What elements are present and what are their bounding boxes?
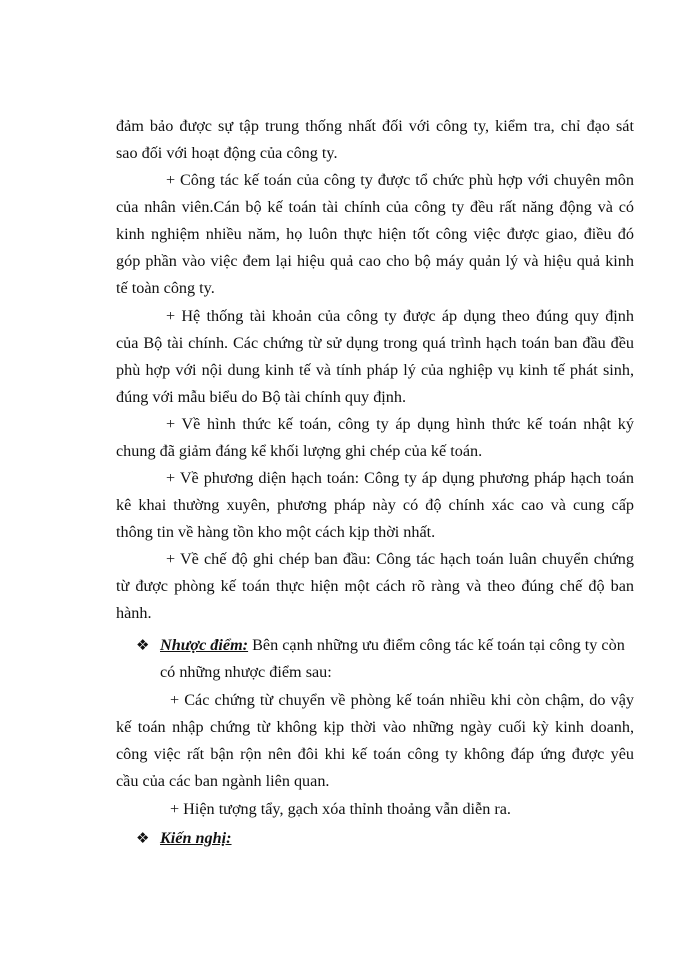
text-line: + Về hình thức kế toán, công ty áp dụng hình thức kế toán nhật ký bbox=[166, 415, 634, 433]
text-line: có những nhược điểm sau: bbox=[160, 663, 332, 681]
section-heading: Kiến nghị: bbox=[160, 829, 232, 847]
text-line: phù hợp với nội dung kinh tế và tính pháp lý của nghiệp vụ kinh tế phát sinh, bbox=[116, 361, 634, 379]
text-line: + Về phương diện hạch toán: Công ty áp dụng phương pháp hạch toán bbox=[166, 469, 634, 487]
text-line: + Hiện tượng tẩy, gạch xóa thỉnh thoảng vẫn diễn ra. bbox=[170, 800, 511, 818]
text-line: góp phần vào việc đem lại hiệu quả cao cho bộ máy quản lý và hiệu quả kinh bbox=[116, 252, 634, 270]
text-line: kê khai thường xuyên, phương pháp này có độ chính xác cao và cung cấp bbox=[116, 496, 634, 514]
text-line: sao đối với hoạt động của công ty. bbox=[116, 144, 338, 162]
weakness-section bbox=[136, 635, 634, 655]
text-line: + Các chứng từ chuyển về phòng kế toán nhiều khi còn chậm, do vậy bbox=[170, 691, 634, 709]
text-line: của Bộ tài chính. Các chứng từ sử dụng trong quá trình hạch toán ban đầu đều bbox=[116, 334, 634, 352]
text-line: + Công tác kế toán của công ty được tổ chức phù hợp với chuyên môn bbox=[166, 171, 634, 189]
text-line: đảm bảo được sự tập trung thống nhất đối với công ty, kiểm tra, chỉ đạo sát bbox=[116, 117, 634, 135]
text-line: tế toàn công ty. bbox=[116, 279, 215, 297]
text-line: đúng với mẫu biểu do Bộ tài chính quy định. bbox=[116, 388, 407, 406]
section-text: Bên cạnh những ưu điểm công tác kế toán tại công ty còn bbox=[248, 636, 625, 654]
diamond-bullet-icon: ❖ bbox=[136, 636, 150, 654]
text-line: cầu của các ban ngành liên quan. bbox=[116, 772, 330, 790]
recommendation-section bbox=[136, 828, 634, 848]
text-line: kinh nghiệm nhiều năm, họ luôn thực hiện tốt công việc được giao, điều đó bbox=[116, 225, 634, 243]
text-line: + Về chế độ ghi chép ban đầu: Công tác hạch toán luân chuyển chứng bbox=[166, 550, 634, 568]
text-line: công việc rất bận rộn nên đôi khi kế toán công ty không đáp ứng được yêu bbox=[116, 745, 634, 763]
section-heading: Nhược điểm: bbox=[160, 636, 249, 654]
text-line: + Hệ thống tài khoản của công ty được áp dụng theo đúng quy định bbox=[166, 307, 634, 325]
text-line: của nhân viên.Cán bộ kế toán tài chính của công ty đều rất năng động và có bbox=[116, 198, 634, 216]
text-line: kế toán nhập chứng từ không kịp thời vào những ngày cuối kỳ kinh doanh, bbox=[116, 718, 634, 736]
diamond-bullet-icon: ❖ bbox=[136, 829, 150, 847]
text-line: hành. bbox=[116, 604, 152, 622]
text-line: chung đã giảm đáng kể khối lượng ghi chép của kế toán. bbox=[116, 442, 483, 460]
text-line: thông tin về hàng tồn kho một cách kịp thời nhất. bbox=[116, 523, 436, 541]
text-line: từ được phòng kế toán thực hiện một cách rõ ràng và theo đúng chế độ ban bbox=[116, 577, 634, 595]
